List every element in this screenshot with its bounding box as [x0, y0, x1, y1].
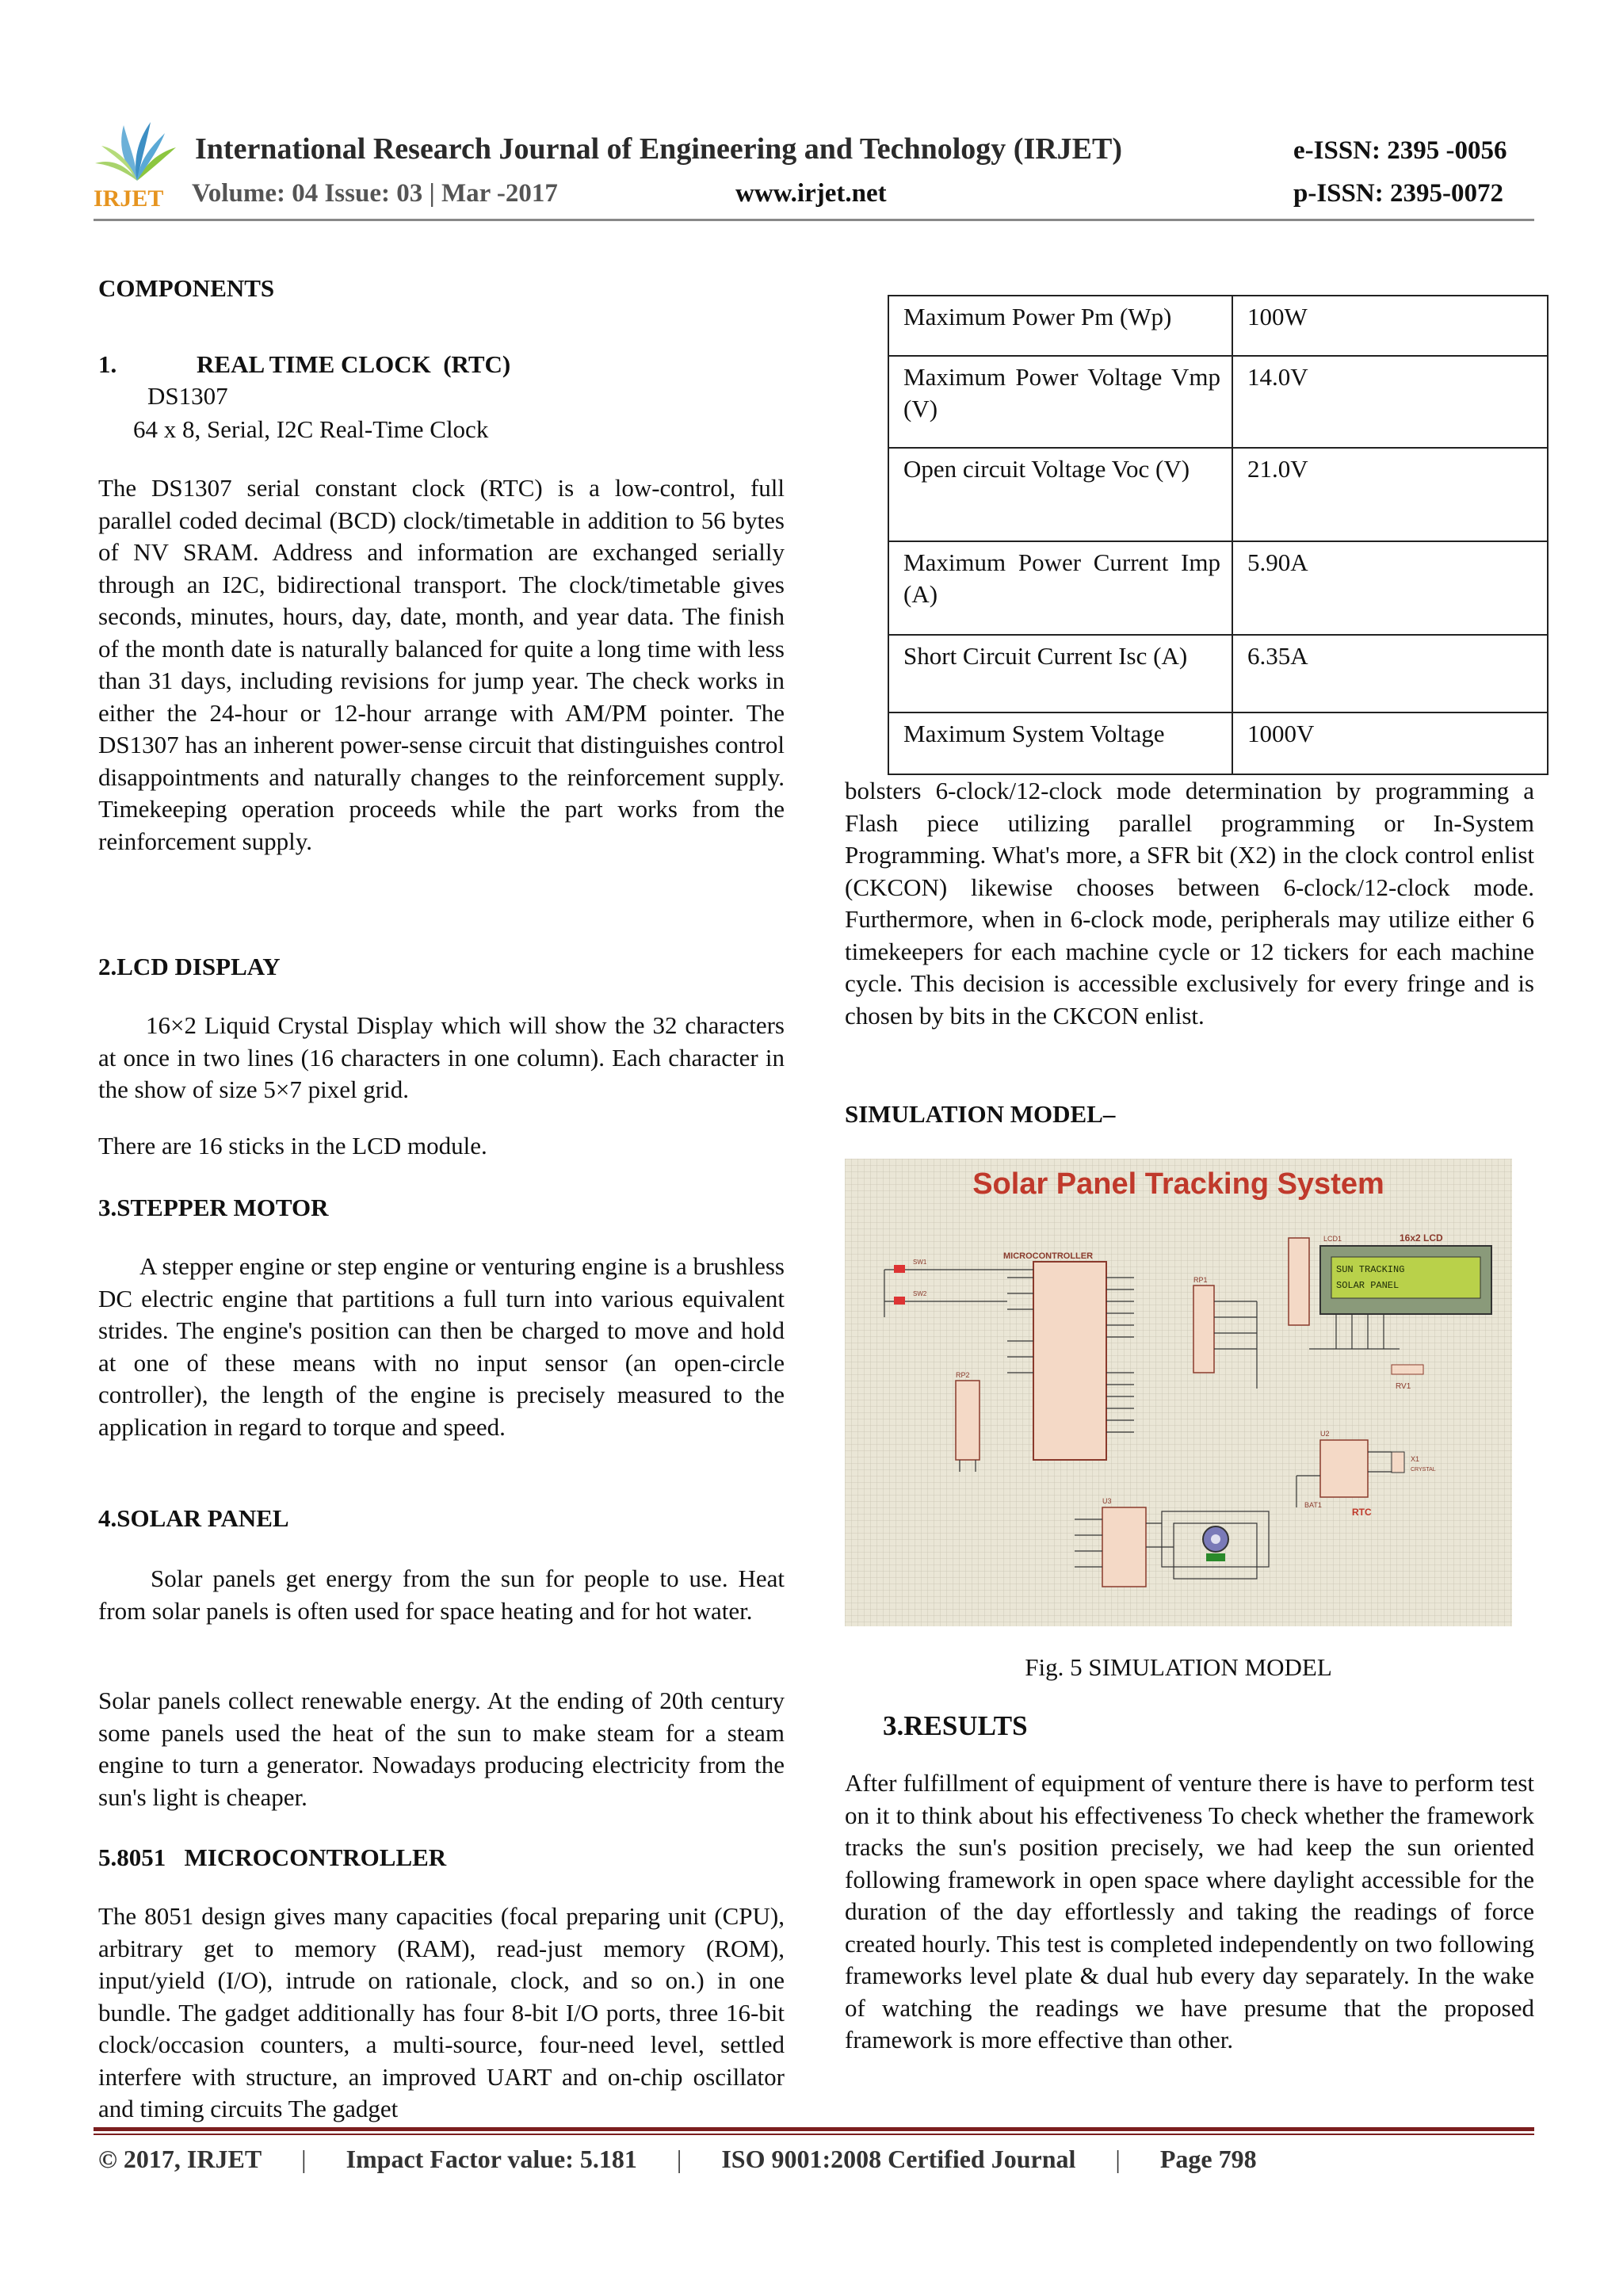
u2-label: U2: [1320, 1430, 1330, 1438]
results-paragraph: After fulfillment of equipment of venture there is have to perform test on it to think about his effectiveness To check whether the framework tracks the sun's position precisely, we had keep the sun oriented following framework in open space where daylight accessible for the duration of the day effortlessly and taking the readings of force created hourly. This test is completed independently on two following frameworks level plate & dual hub every day separately. In the wake of watching the readings we have presume that the proposed framework is more effective than other.: [845, 1769, 1534, 2053]
rtc-number: 1.: [98, 350, 117, 378]
rv1-label: RV1: [1396, 1382, 1411, 1391]
journal-title: International Research Journal of Engineering and Technology (IRJET): [195, 132, 1123, 166]
footer-iso: ISO 9001:2008 Certified Journal: [721, 2145, 1076, 2173]
footer-separator: |: [676, 2145, 682, 2173]
footer-separator: |: [1115, 2145, 1121, 2173]
table-cell-value: 5.90A: [1232, 541, 1548, 635]
stepper-heading: 3.STEPPER MOTOR: [98, 1194, 329, 1221]
rtc-chip: [1320, 1440, 1368, 1497]
table-cell-value: 1000V: [1232, 712, 1548, 774]
microcontroller-heading: 5.8051 MICROCONTROLLER: [98, 1843, 447, 1871]
continued-paragraph: bolsters 6-clock/12-clock mode determination by programming a Flash piece utilizing parallel programming or In-System Programming. What's more, a SFR bit (X2) in the clock control enlist (CKCON) likewise chooses between 6-clock/12-clock mode. Furthermore, when in 6-clock mode, peripherals may utilize either 6 timekeepers for each machine cycle or 12 tickers for each machine cycle. This decision is accessible exclusively for every fringe and is chosen by bits in the CKCON enlist.: [845, 777, 1534, 1030]
volume-issue: Volume: 04 Issue: 03 | Mar -2017: [192, 179, 558, 208]
table-cell-param: Maximum Power Voltage Vmp (V): [888, 356, 1232, 448]
microcontroller-label: MICROCONTROLLER: [1003, 1251, 1094, 1261]
footer-separator: |: [301, 2145, 307, 2173]
microcontroller-chip: [1033, 1262, 1106, 1460]
table-row: [888, 296, 1548, 356]
u3-label: U3: [1102, 1497, 1112, 1505]
footer-page-number: Page 798: [1159, 2145, 1257, 2173]
simulation-model-figure: [845, 1159, 1512, 1626]
logo-leaves-icon: [95, 122, 176, 181]
svg-text:IRJET: IRJET: [94, 185, 164, 211]
rtc-description: 64 x 8, Serial, I2C Real-Time Clock: [133, 415, 489, 443]
lcd-line-1: SUN TRACKING: [1336, 1264, 1405, 1275]
rtc-model: DS1307: [147, 382, 228, 410]
rtc-heading: REAL TIME CLOCK (RTC): [197, 350, 511, 378]
pissn: p-ISSN: 2395-0072: [1293, 179, 1503, 208]
bat-label: BAT1: [1304, 1501, 1322, 1509]
results-heading: 3.RESULTS: [883, 1710, 1028, 1741]
table-cell-param: Maximum System Voltage: [888, 712, 1232, 774]
website-link[interactable]: www.irjet.net: [735, 179, 887, 208]
lcd-line-2: SOLAR PANEL: [1336, 1280, 1400, 1291]
solar-paragraph-2: Solar panels collect renewable energy. At the ending of 20th century some panels used the heat of the sun to make steam for a steam engine to turn a generator. Nowadays producing electricity from the sun's light is cheaper.: [98, 1687, 785, 1811]
irjet-logo: [94, 117, 181, 211]
table-row: [888, 541, 1548, 635]
table-cell-value: 6.35A: [1232, 635, 1548, 712]
sw-label: SW1: [913, 1259, 927, 1266]
stepper-paragraph: A stepper engine or step engine or venturing engine is a brushless DC electric engine that partitions a full turn into various equivalent strides. The engine's position can then be charged to move and hold at one of these means with no input sensor (an open-circle controller), the length of the engine is precisely measured to the application in regard to torque and speed.: [98, 1252, 785, 1441]
solar-paragraph-1: Solar panels get energy from the sun for people to use. Heat from solar panels is often used for space heating and for hot water.: [98, 1564, 785, 1625]
rtc-label: RTC: [1352, 1507, 1372, 1518]
footer: [98, 2145, 1257, 2174]
x1-label: X1: [1411, 1455, 1420, 1463]
figure-caption: Fig. 5 SIMULATION MODEL: [1025, 1653, 1332, 1681]
lcd-screen: [1331, 1257, 1480, 1298]
table-cell-param: Short Circuit Current Isc (A): [888, 635, 1232, 712]
table-cell-param: Open circuit Voltage Voc (V): [888, 448, 1232, 541]
figure-title: Solar Panel Tracking System: [972, 1167, 1384, 1201]
lcd-pins-paragraph: There are 16 sticks in the LCD module.: [98, 1132, 487, 1159]
table-cell-value: 21.0V: [1232, 448, 1548, 541]
lcd-paragraph: 16×2 Liquid Crystal Display which will show the 32 characters at once in two lines (16 characters in one column). Each character in the show of size 5×7 pixel grid.: [98, 1011, 785, 1103]
footer-copyright: © 2017, IRJET: [98, 2145, 262, 2173]
table-row: [888, 635, 1548, 712]
footer-impact-factor: Impact Factor value: 5.181: [346, 2145, 637, 2173]
crystal-label: CRYSTAL: [1411, 1467, 1436, 1473]
eissn: e-ISSN: 2395 -0056: [1293, 136, 1507, 165]
lcd-ref: LCD1: [1323, 1235, 1342, 1243]
table-row: [888, 356, 1548, 448]
table-row: [888, 712, 1548, 774]
table-cell-value: 100W: [1232, 296, 1548, 356]
table-row: [888, 448, 1548, 541]
microcontroller-paragraph: The 8051 design gives many capacities (focal preparing unit (CPU), arbitrary get to memory (RAM), read-just memory (ROM), input/yield (I/O), intrude on rationale, clock, and so on.) in one bundle. The gadget additionally has four 8-bit I/O ports, three 16-bit clock/occasion counters, a multi-source, four-need level, settled interfere with structure, an improved UART and on-chip oscillator and timing circuits The gadget: [98, 1902, 785, 2122]
solar-heading: 4.SOLAR PANEL: [98, 1504, 289, 1532]
footer-divider: [94, 2127, 1534, 2131]
rp1-label: RP1: [1193, 1276, 1208, 1284]
header-divider: [94, 219, 1534, 221]
table-cell-param: Maximum Power Pm (Wp): [888, 296, 1232, 356]
table-cell-param: Maximum Power Current Imp (A): [888, 541, 1232, 635]
sw-label: SW2: [913, 1290, 927, 1297]
footer-divider-thin: [94, 2134, 1534, 2135]
lcd-title: 16x2 LCD: [1400, 1232, 1443, 1244]
motor-driver-chip: [1102, 1507, 1146, 1587]
rtc-paragraph: The DS1307 serial constant clock (RTC) is a low-control, full parallel coded decimal (BCD) clock/timetable in addition to 56 bytes of NV SRAM. Address and information are exchanged serially through an I2C, bidirectional transport. The clock/timetable gives seconds, minutes, hours, day, date, month, and year data. The finish of the month date is naturally balanced for quite a long time with less than 31 days, including revisions for jump year. The check works in either the 24-hour or 12-hour arrange with AM/PM pointer. The DS1307 has an inherent power-sense circuit that distinguishes control disappointments and naturally changes to the reinforcement supply. Timekeeping operation proceeds while the part works from the reinforcement supply.: [98, 474, 785, 855]
components-heading: COMPONENTS: [98, 274, 275, 302]
solar-panel-spec-table: [888, 295, 1549, 775]
simulation-heading: SIMULATION MODEL–: [845, 1100, 1116, 1128]
table-cell-value: 14.0V: [1232, 356, 1548, 448]
rp2-label: RP2: [956, 1371, 970, 1379]
lcd-heading: 2.LCD DISPLAY: [98, 953, 281, 980]
